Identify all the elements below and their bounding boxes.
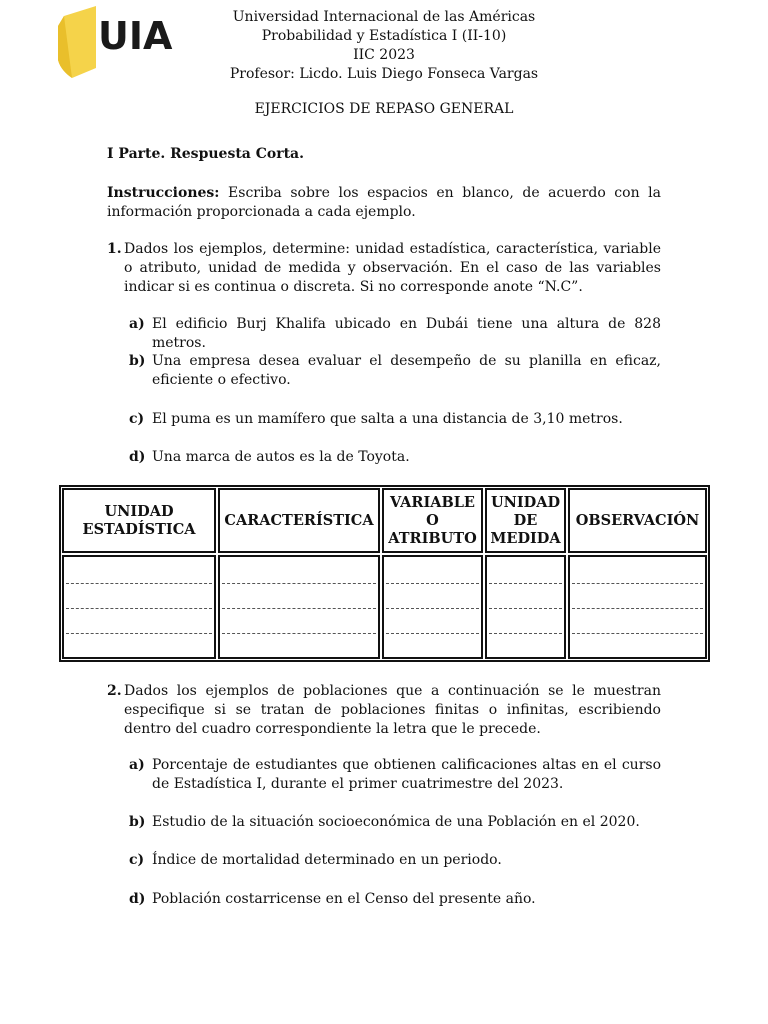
table-cell[interactable] xyxy=(382,555,483,659)
answer-line xyxy=(489,633,562,634)
item-text: El puma es un mamífero que salta a una distancia de 3,10 metros. xyxy=(152,411,623,427)
item-label: a) xyxy=(129,316,145,332)
answer-line xyxy=(572,633,703,634)
item-text: El edificio Burj Khalifa ubicado en Dubái tiene una altura de 828 metros. xyxy=(152,316,661,351)
course-name: Probabilidad y Estadística I (II-10) xyxy=(261,28,507,44)
header-line: OBSERVACIÓN xyxy=(575,511,700,529)
uia-logo xyxy=(56,4,180,78)
header-line: O xyxy=(426,511,439,529)
list-item xyxy=(129,851,661,870)
list-item xyxy=(129,448,661,467)
answer-line xyxy=(66,583,212,584)
header-line: VARIABLE xyxy=(390,493,475,511)
header-line: DE xyxy=(513,511,538,529)
question-number: 1. xyxy=(107,241,122,257)
answer-line xyxy=(222,583,376,584)
answer-line xyxy=(572,583,703,584)
university-name: Universidad Internacional de las Américas xyxy=(232,9,536,25)
answer-line xyxy=(489,583,562,584)
answer-line xyxy=(66,633,212,634)
table-cell[interactable] xyxy=(568,555,707,659)
page-title: EJERCICIOS DE REPASO GENERAL xyxy=(254,101,514,117)
list-item xyxy=(129,756,661,794)
table-header-unidad-medida xyxy=(485,488,566,553)
table-header-caracteristica xyxy=(218,488,380,553)
table-cell[interactable] xyxy=(485,555,566,659)
table-header-variable-atributo xyxy=(382,488,483,553)
answer-line xyxy=(386,583,479,584)
item-text: Una empresa desea evaluar el desempeño de su planilla en eficaz, eficiente o efectivo. xyxy=(152,353,661,388)
table-header-observacion xyxy=(568,488,707,553)
question-text: Dados los ejemplos de poblaciones que a continuación se le muestran especifique si se tratan de poblaciones finitas o infinitas, escribiendo dentro del cuadro correspondiente la letra que le precede. xyxy=(124,683,661,737)
item-text: Estudio de la situación socioeconómica de una Población en el 2020. xyxy=(152,814,640,830)
header-line: ESTADÍSTICA xyxy=(82,520,196,538)
answer-line xyxy=(222,608,376,609)
header-line: MEDIDA xyxy=(490,529,561,547)
item-label: c) xyxy=(129,852,145,868)
item-label: d) xyxy=(129,891,146,907)
header-line: ATRIBUTO xyxy=(388,529,477,547)
item-text: Índice de mortalidad determinado en un periodo. xyxy=(152,852,502,868)
answer-line xyxy=(386,608,479,609)
question-text: Dados los ejemplos, determine: unidad estadística, característica, variable o atributo, unidad de medida y observación. En el caso de las variables indicar si es continua o discreta. Si no corresponde anote “N.C”. xyxy=(124,241,661,295)
item-text: Una marca de autos es la de Toyota. xyxy=(152,449,410,465)
answer-line xyxy=(386,633,479,634)
item-text: Porcentaje de estudiantes que obtienen calificaciones altas en el curso de Estadística I, durante el primer cuatrimestre del 2023. xyxy=(152,757,661,792)
answer-line xyxy=(572,608,703,609)
answer-line xyxy=(66,608,212,609)
table-cell[interactable] xyxy=(62,555,216,659)
term: IIC 2023 xyxy=(353,47,415,63)
instructions-label: Instrucciones: xyxy=(107,185,220,201)
list-item xyxy=(129,890,661,909)
instructions xyxy=(107,184,661,222)
list-item xyxy=(129,410,661,429)
item-text: Población costarricense en el Censo del presente año. xyxy=(152,891,536,907)
professor: Profesor: Licdo. Luis Diego Fonseca Vargas xyxy=(229,66,539,82)
table-header-unidad-estadistica xyxy=(62,488,216,553)
item-label: a) xyxy=(129,757,145,773)
instructions-text: Escriba sobre los espacios en blanco, de acuerdo con la información proporcionada a cada ejemplo. xyxy=(107,185,661,220)
item-label: b) xyxy=(129,353,146,369)
list-item xyxy=(129,813,661,832)
header-line: UNIDAD xyxy=(490,493,561,511)
answer-line xyxy=(222,633,376,634)
item-label: c) xyxy=(129,411,145,427)
section-heading: I Parte. Respuesta Corta. xyxy=(107,146,305,162)
header-line: UNIDAD xyxy=(104,502,174,520)
question-number: 2. xyxy=(107,683,122,699)
question-2 xyxy=(107,682,661,739)
item-label: d) xyxy=(129,449,146,465)
logo-text: UIA xyxy=(98,14,173,58)
answer-table xyxy=(59,485,710,662)
uia-logo-icon xyxy=(56,4,98,78)
list-item xyxy=(129,352,661,390)
question-1 xyxy=(107,240,661,297)
header-line: CARACTERÍSTICA xyxy=(224,511,374,529)
answer-line xyxy=(489,608,562,609)
document-header xyxy=(200,8,568,84)
table-cell[interactable] xyxy=(218,555,380,659)
item-label: b) xyxy=(129,814,146,830)
list-item xyxy=(129,315,661,353)
